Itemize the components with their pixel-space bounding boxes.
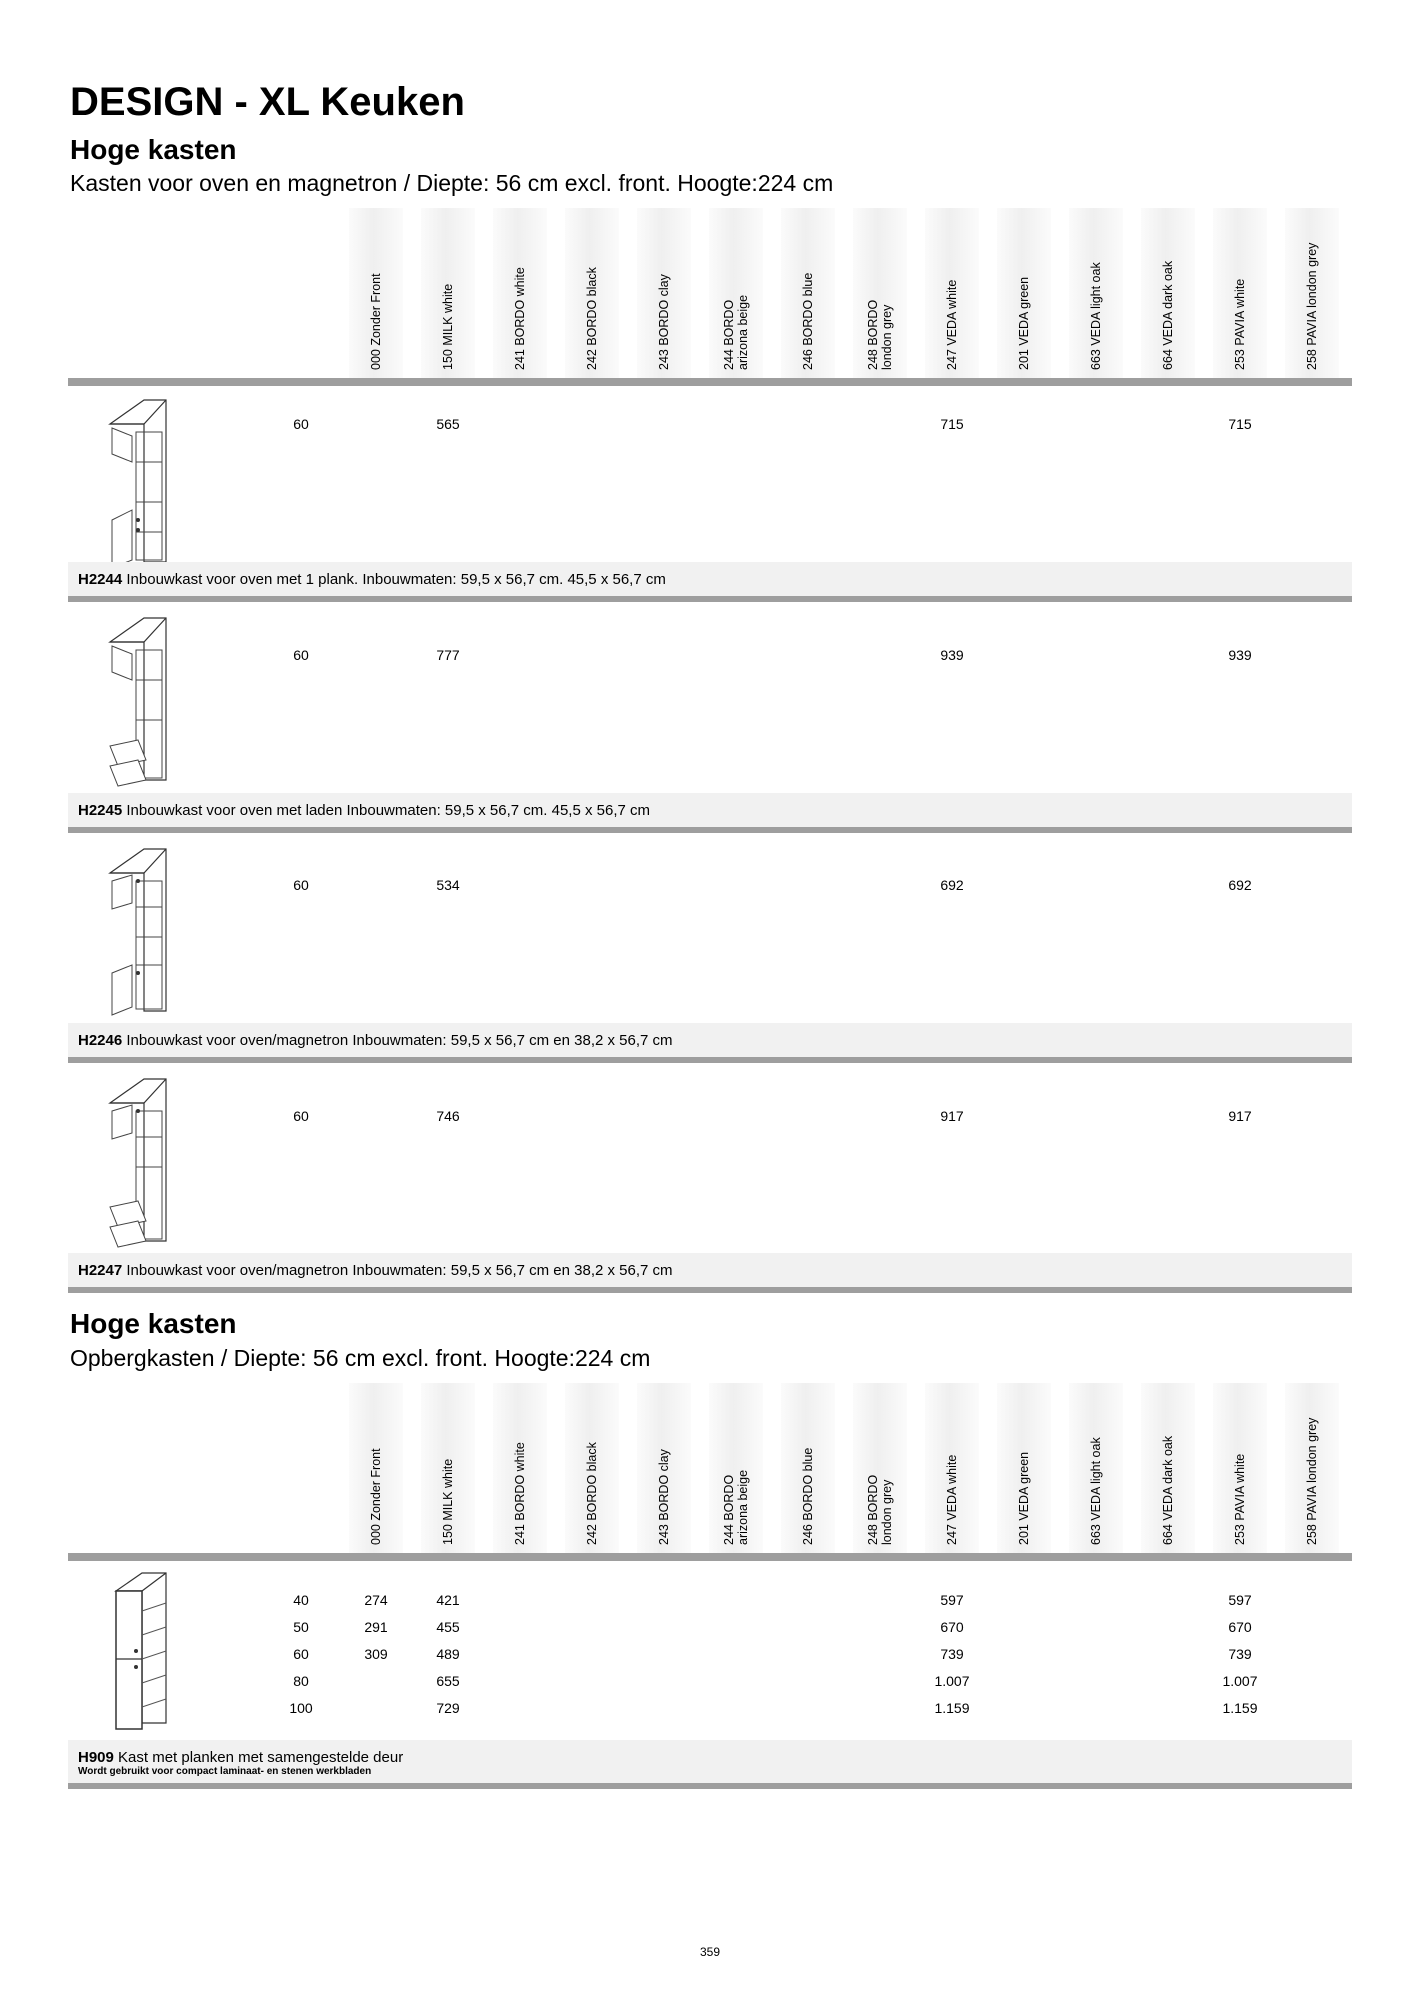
product-description [78,572,666,587]
header-divider [68,378,1352,386]
column-header-line: 253 PAVIA white [1233,278,1247,370]
price-cell: 739 [940,1646,964,1662]
section-title: Hoge kasten [70,1308,237,1339]
price-cell: 534 [436,877,460,893]
column-header-line: 246 BORDO blue [801,1447,815,1545]
column-header-line: 247 VEDA white [945,1454,959,1545]
price-cell: 917 [1228,1108,1252,1124]
tall-oven-cabinet-1-shelf-icon [102,392,182,572]
width-value: 60 [293,877,309,893]
column-header-line: 258 PAVIA london grey [1305,242,1319,370]
product-description-text: Inbouwkast voor oven/magnetron Inbouwmaten: 59,5 x 56,7 cm en 38,2 x 56,7 cm [126,1032,673,1049]
section-subtitle: Opbergkasten / Diepte: 56 cm excl. front. Hoogte:224 cm [70,1345,651,1371]
column-header-label [722,295,750,370]
column-header-label [1161,261,1175,370]
product-description-text: Inbouwkast voor oven met laden Inbouwmaten: 59,5 x 56,7 cm. 45,5 x 56,7 cm [126,802,651,819]
price-cell: 670 [940,1619,964,1635]
column-header-line: 663 VEDA light oak [1089,1437,1103,1545]
price-cell: 274 [364,1592,388,1608]
price-cell: 597 [1228,1592,1252,1608]
price-cell: 917 [940,1108,964,1124]
column-header-label [1161,1436,1175,1545]
product-description [78,1033,673,1048]
price-cell: 455 [436,1619,460,1635]
tall-oven-cabinet-drawers-icon [102,610,182,790]
column-header-line: 241 BORDO white [513,1442,527,1545]
column-header-label [866,300,894,370]
price-cell: 692 [940,877,964,893]
column-header-line: 258 PAVIA london grey [1305,1417,1319,1545]
tall-storage-cabinet-icon [102,1567,182,1747]
price-cell: 729 [436,1700,460,1716]
column-header-line: 201 VEDA green [1017,1451,1031,1545]
column-header-line: arizona beige [736,1469,750,1545]
page-number: 359 [699,1945,721,1959]
price-cell: 489 [436,1646,460,1662]
width-value: 80 [293,1673,309,1689]
width-value: 100 [289,1700,313,1716]
price-cell: 715 [1228,416,1252,432]
row-divider [68,1057,1352,1063]
column-header-line: 244 BORDO [722,1474,736,1545]
product-code: H2247 [78,1262,123,1279]
column-header-line: 663 VEDA light oak [1089,262,1103,370]
column-header-line: 247 VEDA white [945,279,959,370]
column-header-line: 664 VEDA dark oak [1161,1435,1175,1545]
column-header-line: 201 VEDA green [1017,276,1031,370]
price-cell: 565 [436,416,460,432]
column-header-label [1233,1454,1247,1545]
column-header-label [1305,1418,1319,1545]
price-cell: 739 [1228,1646,1252,1662]
width-value: 40 [293,1592,309,1608]
column-header-line: 000 Zonder Front [369,273,383,370]
column-header-label [441,1459,455,1545]
column-header-label [722,1470,750,1545]
price-cell: 1.159 [1222,1700,1258,1716]
tall-oven-microwave-cabinet-drawers-icon [102,1071,182,1251]
row-divider [68,1287,1352,1293]
product-code: H2246 [78,1032,123,1049]
width-value: 60 [293,416,309,432]
product-description [78,803,650,818]
price-cell: 939 [940,647,964,663]
column-header-label [369,273,383,370]
product-code: H2245 [78,802,123,819]
column-header-label [1233,279,1247,370]
product-description [78,1263,673,1278]
price-cell: 655 [436,1673,460,1689]
column-header-line: 253 PAVIA white [1233,1453,1247,1545]
column-header-label [513,267,527,370]
product-description-text: Kast met planken met samengestelde deur [118,1749,404,1766]
product-description-text: Inbouwkast voor oven met 1 plank. Inbouwmaten: 59,5 x 56,7 cm. 45,5 x 56,7 cm [126,571,666,588]
column-header-label [801,1448,815,1545]
row-divider [68,827,1352,833]
column-header-line: london grey [880,1479,894,1545]
page-title: DESIGN - XL Keuken [70,80,465,124]
column-header-label [657,274,671,370]
width-value: 60 [293,1646,309,1662]
width-value: 50 [293,1619,309,1635]
product-description [78,1750,403,1765]
column-header-line: 248 BORDO [866,1474,880,1545]
column-header-label [369,1448,383,1545]
column-header-line: 242 BORDO black [585,1442,599,1545]
price-cell: 421 [436,1592,460,1608]
price-cell: 1.007 [934,1673,970,1689]
price-cell: 1.007 [1222,1673,1258,1689]
column-header-label [866,1475,894,1545]
header-divider [68,1553,1352,1561]
section-subtitle: Kasten voor oven en magnetron / Diepte: 56 cm excl. front. Hoogte:224 cm [70,170,834,196]
product-note: Wordt gebruikt voor compact laminaat- en stenen werkbladen [78,1766,372,1777]
product-code: H2244 [78,571,123,588]
price-cell: 746 [436,1108,460,1124]
product-code: H909 [78,1749,114,1766]
column-header-line: 150 MILK white [441,1458,455,1545]
column-header-label [585,267,599,370]
price-cell: 670 [1228,1619,1252,1635]
price-cell: 692 [1228,877,1252,893]
column-header-label [945,1455,959,1545]
column-header-line: 664 VEDA dark oak [1161,260,1175,370]
column-header-label [801,273,815,370]
column-header-line: 248 BORDO [866,299,880,370]
price-cell: 777 [436,647,460,663]
column-header-label [441,284,455,370]
width-value: 60 [293,1108,309,1124]
column-header-line: 246 BORDO blue [801,272,815,370]
column-header-line: 241 BORDO white [513,267,527,370]
column-header-label [513,1442,527,1545]
column-header-line: 243 BORDO clay [657,274,671,370]
column-header-label [945,280,959,370]
column-header-line: 000 Zonder Front [369,1448,383,1545]
row-divider [68,1783,1352,1789]
column-header-line: 244 BORDO [722,299,736,370]
section-title: Hoge kasten [70,134,237,165]
column-header-label [1089,1437,1103,1545]
price-cell: 939 [1228,647,1252,663]
column-header-line: 150 MILK white [441,283,455,370]
column-header-label [1089,262,1103,370]
column-header-label [657,1449,671,1545]
price-cell: 597 [940,1592,964,1608]
column-header-line: arizona beige [736,294,750,370]
column-header-line: london grey [880,304,894,370]
column-header-label [585,1442,599,1545]
column-header-label [1017,277,1031,370]
row-divider [68,596,1352,602]
price-cell: 1.159 [934,1700,970,1716]
column-header-line: 242 BORDO black [585,267,599,370]
price-cell: 291 [364,1619,388,1635]
width-value: 60 [293,647,309,663]
column-header-line: 243 BORDO clay [657,1449,671,1545]
column-header-label [1305,243,1319,370]
column-header-label [1017,1452,1031,1545]
tall-oven-microwave-cabinet-icon [102,841,182,1021]
price-cell: 309 [364,1646,388,1662]
price-cell: 715 [940,416,964,432]
product-description-text: Inbouwkast voor oven/magnetron Inbouwmaten: 59,5 x 56,7 cm en 38,2 x 56,7 cm [126,1262,673,1279]
